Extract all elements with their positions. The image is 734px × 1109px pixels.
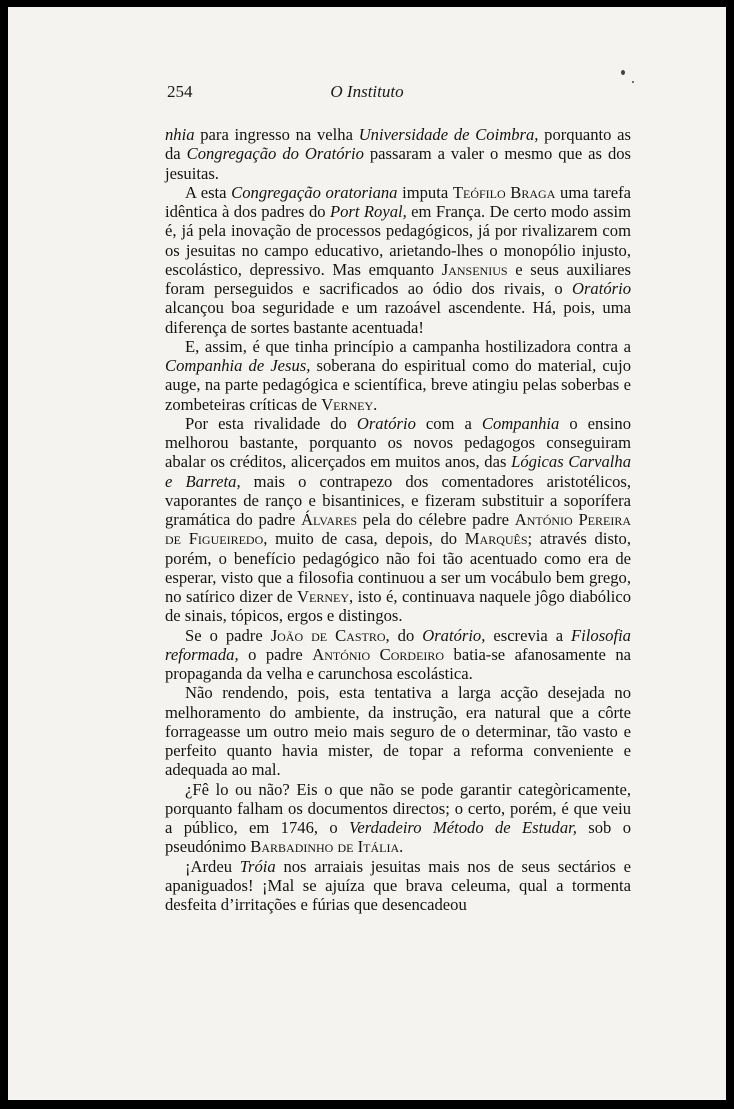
italic-text: Congregação do Oratório (186, 144, 364, 164)
text-run: sob o pseudónimo (165, 818, 631, 857)
small-caps-name: Barbadinho de Itália. (250, 837, 404, 857)
text-run: pela do célebre padre (357, 510, 515, 529)
italic-text: Congregação oratoriana (231, 182, 398, 202)
paragraph (165, 683, 631, 779)
italic-text: Companhia de Jesus, (165, 356, 311, 375)
text-run: o ensino melhorou bastante, porquanto os novos pedagogos conseguiram abalar os créditos, alicerçados em muitos anos, das (165, 413, 631, 472)
book-page (8, 7, 726, 1100)
ink-speck (621, 70, 625, 75)
text-run: imputa (397, 182, 453, 202)
small-caps-name: António Pereira de Figueiredo (165, 510, 632, 549)
small-caps-name: Teófilo Braga (452, 182, 556, 202)
paragraph (165, 125, 631, 183)
italic-text: Filosofia reformada, (165, 625, 631, 664)
small-caps-name: Jansenius (441, 259, 508, 279)
page-number: 254 (167, 82, 193, 101)
text-run: , muito de casa, depois, do (263, 529, 465, 549)
small-caps-name: João de Castro (270, 625, 386, 645)
paragraph (165, 780, 631, 857)
text-run: mais o contrapezo dos comentadores aristotélicos, vaporantes de ranço e bisantinices, e fizeram substituir a soporífera gramática do padre (165, 471, 631, 529)
text-run: , do (385, 625, 423, 645)
text-run: porquanto as da (165, 125, 631, 164)
text-run: em França. De certo modo assim é, já pela inovação de processos pedagógicos, já por rivalizarem com os jesuitas no campo educativo, arietando-lhes o monopólio injusto, escolástico, depressivo. Mas emquanto (165, 202, 631, 279)
text-run: uma tarefa idêntica à dos padres do (165, 182, 631, 221)
italic-text: Tróia (239, 856, 276, 876)
text-run: e seus auxiliares foram perseguidos e sacrificados ao ódio dos rivais, o (165, 259, 631, 298)
text-run: ; através disto, porém, o benefício pedagógico não foi tão acentuado como era de esperar, visto que a filosofia continuou a ser um vocábulo bem grego, no satírico dizer de (165, 529, 631, 606)
italic-text: Port Royal, (329, 202, 407, 221)
italic-text: Lógicas Carvalha e Barreta, (165, 452, 632, 491)
text-run: escrevia a (485, 625, 572, 645)
paragraph (165, 857, 631, 915)
text-run: Se o padre (185, 625, 271, 645)
text-run: passaram a valer o mesmo que as dos jesuitas. (165, 144, 631, 183)
italic-text: Oratório (571, 279, 631, 298)
paragraph (165, 414, 631, 626)
running-title: O Instituto (330, 82, 404, 101)
text-run: com a (415, 413, 482, 433)
italic-text: Oratório (356, 413, 416, 433)
italic-text: Oratório, (422, 625, 486, 645)
text-run: para ingresso na velha (194, 125, 359, 144)
text-run: nos arraiais jesuitas mais nos de seus sectários e apaniguados! ¡Mal se ajuíza que brava celeuma, qual a tormenta desfeita d’irritações e fúrias que desencadeou (165, 856, 631, 914)
text-run: batia-se afanosamente na propaganda da velha e carunchosa escolástica. (165, 644, 632, 683)
body-text (165, 125, 631, 914)
text-run: ¿Fê lo ou não? Eis o que não se pode garantir categòricamente, porquanto falham os documentos directos; o certo, porém, é que veiu a público, em 1746, o (165, 779, 631, 837)
text-run: soberana do espiritual como do material, cujo auge, na parte pedagógica e scientífica, breve atingiu pelas soberbas e zombeteiras críticas de (165, 356, 631, 414)
page-header (8, 82, 726, 104)
text-run: E, assim, é que tinha princípio a campanha hostilizadora contra a (185, 336, 631, 356)
paragraph (165, 183, 631, 337)
text-run: Não rendendo, pois, esta tentativa a larga acção desejada no melhoramento do ambiente, da instrução, era natural que a côrte forrageasse um outro meio mais seguro de o determinar, tão vasto e perfeito quanto havia mister, de topar a reforma conveniente e adequada ao mal. (165, 683, 631, 780)
text-run: A esta (185, 182, 232, 202)
paragraph (165, 337, 631, 414)
small-caps-name: António Cordeiro (312, 644, 445, 664)
text-run: Por esta rivalidade do (185, 413, 357, 433)
italic-text: Universidade de Coimbra, (358, 125, 539, 144)
italic-text: Companhia (481, 413, 560, 433)
text-run: alcançou boa seguridade e um razoável ascendente. Há, pois, uma diferença de sortes bastante acentuada! (165, 298, 631, 337)
text-run: ¡Ardeu (185, 856, 240, 876)
ink-speck (632, 81, 634, 83)
text-run: , isto é, continuava naquele jôgo diabólico de sinais, tópicos, ergos e distingos. (165, 587, 631, 626)
text-run: o padre (238, 644, 313, 664)
small-caps-name: Verney (297, 587, 350, 606)
small-caps-name: Verney. (321, 394, 378, 414)
italic-text: Verdadeiro Método de Estudar, (349, 818, 577, 837)
italic-text: nhia (165, 125, 195, 144)
small-caps-name: Marquês (464, 529, 528, 549)
small-caps-name: Álvares (301, 510, 358, 529)
paragraph (165, 626, 631, 684)
